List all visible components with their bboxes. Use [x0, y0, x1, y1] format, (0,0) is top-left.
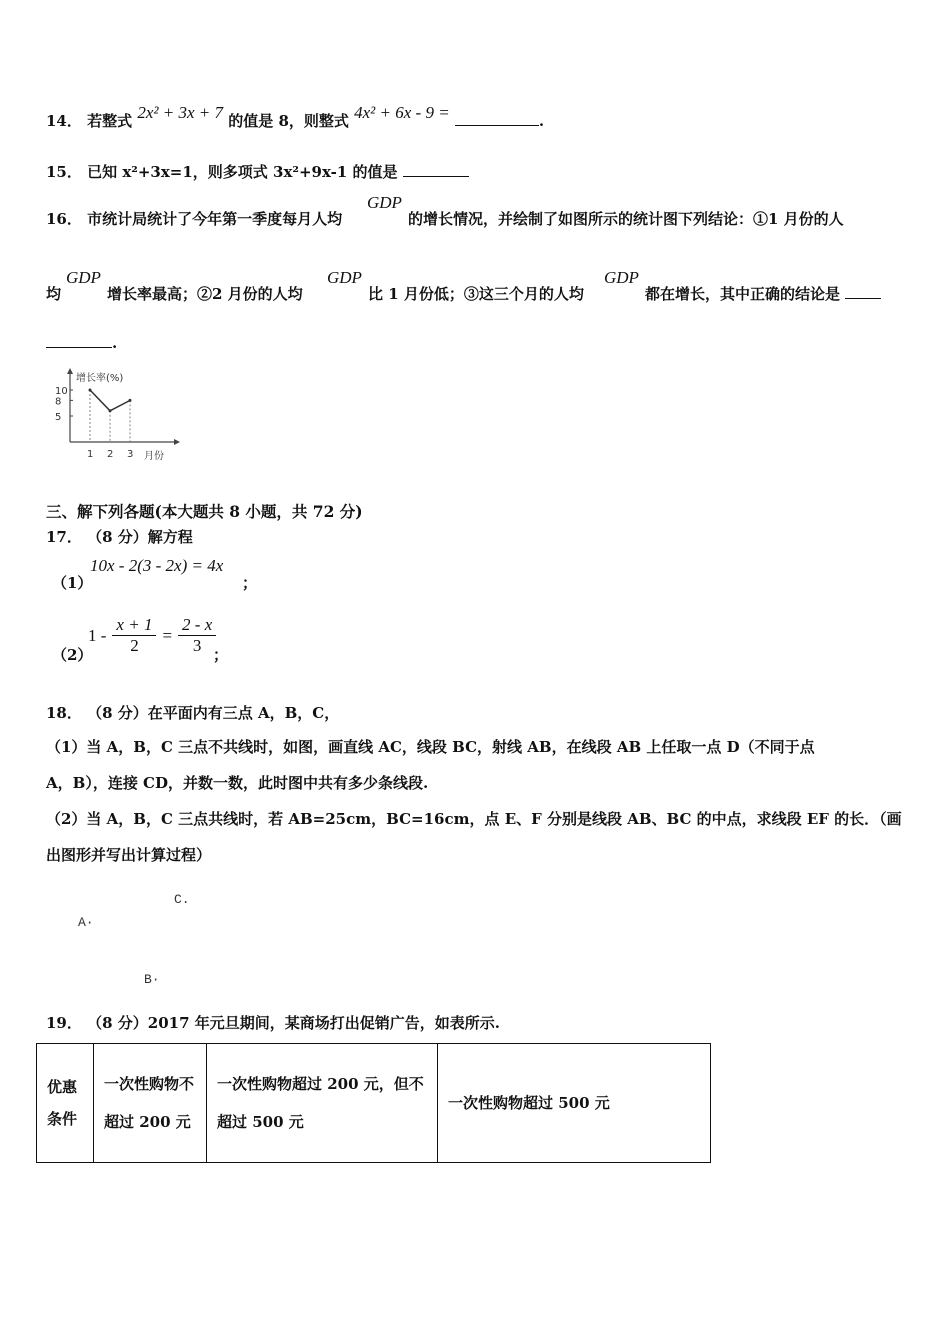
point-a: A· — [78, 915, 94, 930]
table-cell-col2: 一次性购物超过 200 元，但不超过 500 元 — [207, 1044, 438, 1163]
q16-text-1: 市统计局统计了今年第一季度每月人均 — [87, 210, 343, 228]
q16-text-4: 增长率最高；②2 月份的人均 — [107, 285, 303, 303]
data-point — [109, 409, 112, 412]
q16-number: 16． — [46, 210, 82, 228]
q14-text-1: 若整式 — [87, 112, 133, 130]
q17-part-1-equation: 10x - 2(3 - 2x) = 4x — [90, 556, 224, 575]
q16-answer-blank-2 — [46, 333, 112, 348]
q19-head: （8 分）2017 年元旦期间，某商场打出促销广告，如表所示. — [87, 1014, 500, 1032]
q16-text-6: 都在增长，其中正确的结论是 — [645, 285, 841, 303]
data-point — [89, 389, 92, 392]
q16-line-3 — [46, 333, 117, 352]
q15-number: 15． — [46, 163, 82, 181]
fraction-1-numerator: x + 1 — [112, 615, 156, 636]
q17-part-2-tail: ； — [213, 646, 229, 664]
table-header-cell: 优惠条件 — [37, 1044, 94, 1163]
q16-gdp-2: GDP — [66, 268, 101, 287]
chart-title: 增长率(%) — [76, 373, 124, 384]
q16-text-2: 的增长情况，并绘制了如图所示的统计图下列结论：①1 月份的人 — [408, 210, 844, 228]
q16-gdp-1: GDP — [367, 193, 402, 212]
q15-answer-blank — [403, 162, 469, 177]
q14-line — [46, 103, 545, 131]
section-3-title: 三、解下列各题(本大题共 8 小题，共 72 分) — [46, 502, 363, 521]
q14-number: 14． — [46, 112, 82, 130]
q16-answer-blank-1 — [845, 284, 881, 299]
fraction-2-numerator: 2 - x — [178, 615, 216, 636]
q16-tail: . — [112, 334, 118, 352]
q17-number: 17． — [46, 528, 82, 546]
q16-text-3: 均 — [46, 285, 62, 303]
q17-part-2-lead: 1 - — [88, 625, 107, 645]
q14-expression-1: 2x² + 3x + 7 — [137, 103, 223, 122]
table-row — [37, 1044, 711, 1163]
q17-head: （8 分）解方程 — [87, 528, 193, 546]
x-tick-label: 2 — [107, 449, 114, 460]
fraction-2-denominator: 3 — [192, 636, 202, 655]
chart-marks — [55, 371, 164, 462]
q14-tail: . — [538, 112, 545, 130]
q18-heading — [46, 702, 339, 723]
data-point — [129, 399, 132, 402]
x-axis-arrow — [174, 439, 180, 445]
q16-line-1 — [46, 208, 342, 229]
fraction-2 — [178, 615, 216, 656]
q15-line — [46, 161, 469, 182]
table-cell-col3: 一次性购物超过 500 元 — [438, 1044, 711, 1163]
q14-text-2: 的值是 8，则整式 — [228, 112, 349, 130]
q17-heading — [46, 526, 193, 547]
q14-answer-blank — [455, 111, 539, 126]
growth-line — [90, 390, 130, 411]
q17-part-1-label: （1） — [52, 574, 93, 592]
q18-part-1-line-2: A，B），连接 CD，并数一数，此时图中共有多少条线段. — [46, 774, 429, 792]
q19-heading — [46, 1012, 500, 1033]
promotion-table — [36, 1043, 711, 1163]
q17-part-2-label: （2） — [52, 646, 93, 664]
equals-sign: = — [162, 625, 173, 645]
y-tick-label: 5 — [55, 412, 62, 423]
y-tick-label: 10 — [55, 386, 68, 397]
q16-gdp-3: GDP — [327, 268, 362, 287]
x-tick-label: 3 — [127, 449, 134, 460]
q18-head: （8 分）在平面内有三点 A，B，C， — [87, 704, 340, 722]
q17-part-2-equation — [88, 615, 216, 656]
table-cell-col1: 一次性购物不超过 200 元 — [94, 1044, 207, 1163]
y-tick-label: 8 — [55, 396, 62, 408]
y-axis-arrow — [67, 368, 73, 374]
q15-text: 已知 x²+3x=1，则多项式 3x²+9x-1 的值是 — [87, 163, 398, 181]
q17-part-1-tail: ； — [242, 574, 258, 592]
fraction-1-denominator: 2 — [130, 636, 139, 655]
chart-x-label: 月份 — [144, 451, 164, 462]
fraction-1 — [112, 615, 156, 656]
q14-expression-2: 4x² + 6x - 9 = — [354, 103, 450, 122]
q18-number: 18． — [46, 704, 82, 722]
q16-gdp-4: GDP — [604, 268, 639, 287]
q16-text-5: 比 1 月份低；③这三个月的人均 — [368, 285, 584, 303]
q18-part-2-line-1: （2）当 A，B，C 三点共线时，若 AB=25cm，BC=16cm，点 E、F 分别是线段 AB、BC 的中点，求线段 EF 的长．（画 — [46, 810, 902, 828]
q18-part-1-line-1: （1）当 A，B，C 三点不共线时，如图，画直线 AC，线段 BC，射线 AB，在线段 AB 上任取一点 D（不同于点 — [46, 738, 815, 756]
q18-part-2-line-2: 出图形并写出计算过程） — [46, 846, 212, 864]
growth-rate-chart — [52, 366, 182, 464]
x-tick-label: 1 — [87, 449, 94, 460]
q19-number: 19． — [46, 1014, 82, 1032]
point-b: B· — [144, 972, 160, 987]
point-c: C. — [174, 892, 190, 907]
q16-line-2-end — [645, 283, 881, 304]
